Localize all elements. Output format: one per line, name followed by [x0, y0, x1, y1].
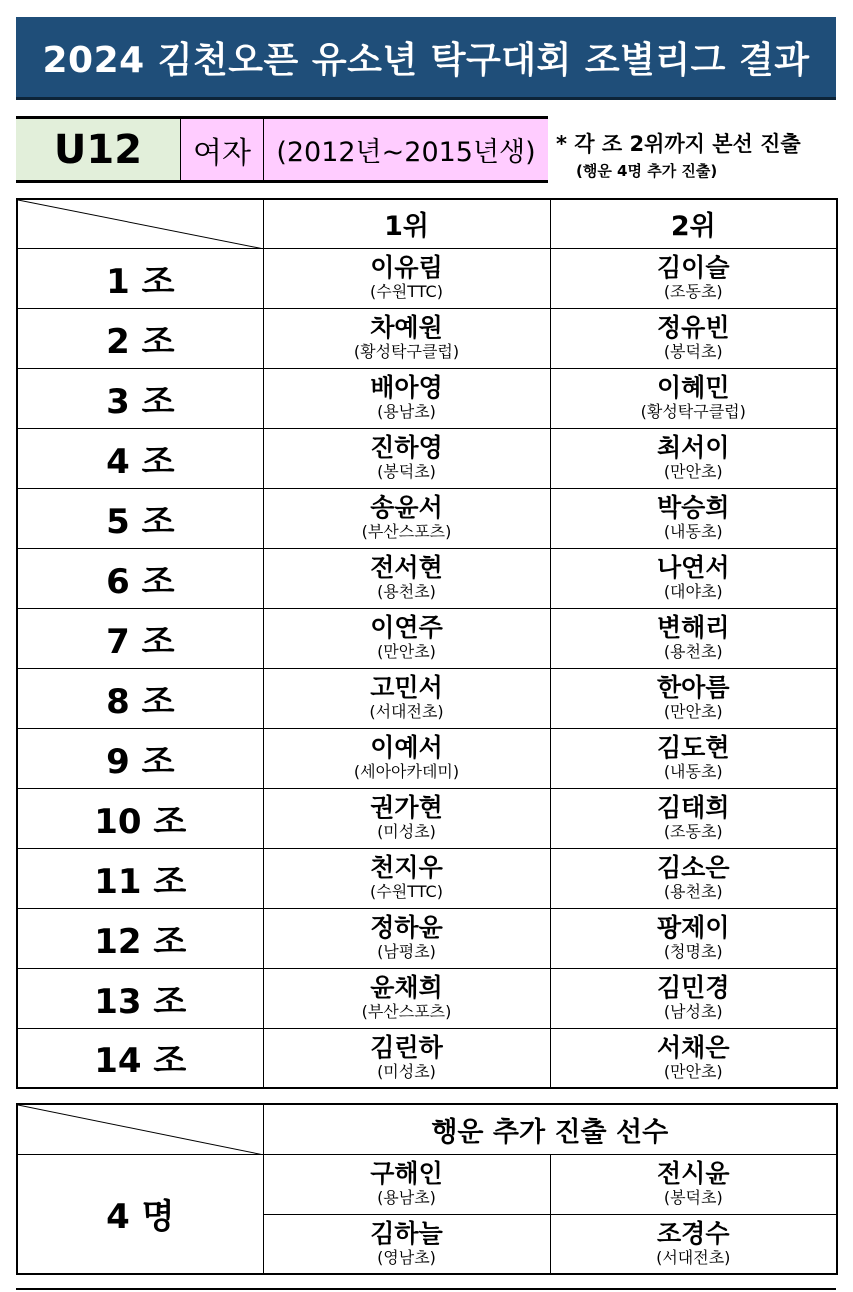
lucky-diagonal-line — [18, 1105, 264, 1155]
division-header — [16, 116, 548, 183]
group-label: 12 조 — [17, 908, 263, 968]
player-club: (서대전초) — [369, 702, 444, 721]
age-category: U12 — [16, 119, 180, 180]
group-row — [17, 368, 837, 428]
group-row — [17, 308, 837, 368]
note-sub: (행운 4명 추가 진출) — [576, 162, 718, 180]
player-name: 박승희 — [657, 493, 730, 522]
group-label: 4 조 — [17, 428, 263, 488]
player-name: 김린하 — [370, 1032, 443, 1062]
group-label: 3 조 — [17, 368, 263, 428]
first-place-cell — [263, 368, 550, 428]
group-row — [17, 728, 837, 788]
lucky-player — [263, 1214, 550, 1274]
first-place-cell — [263, 608, 550, 668]
player-club: (봉덕초) — [663, 342, 723, 361]
first-place-cell — [263, 308, 550, 368]
bottom-rule — [16, 1288, 836, 1290]
second-place-cell — [550, 428, 837, 488]
lucky-table — [16, 1103, 838, 1275]
player-name: 전서현 — [370, 553, 443, 582]
player-club: (조동초) — [663, 282, 723, 301]
player-club: (수원TTC) — [370, 882, 443, 901]
player-club: (영남초) — [377, 1247, 436, 1267]
header-second-place: 2위 — [550, 199, 837, 248]
player-club: (청명초) — [663, 942, 723, 961]
player-name: 김소은 — [657, 853, 730, 882]
player-name: 고민서 — [370, 673, 443, 702]
player-club: (세아아카데미) — [353, 762, 460, 781]
player-club: (부산스포츠) — [361, 1002, 452, 1021]
lucky-count: 4 명 — [17, 1154, 263, 1274]
first-place-cell — [263, 548, 550, 608]
player-name: 송윤서 — [370, 493, 443, 522]
first-place-cell — [263, 1028, 550, 1088]
player-name: 김민경 — [657, 973, 730, 1002]
header-first-place: 1위 — [263, 199, 550, 248]
second-place-cell — [550, 968, 837, 1028]
lucky-header-row — [17, 1104, 837, 1154]
first-place-cell — [263, 848, 550, 908]
results-table — [16, 198, 838, 1089]
second-place-cell — [550, 788, 837, 848]
group-row — [17, 848, 837, 908]
player-club: (미성초) — [377, 822, 436, 841]
group-row — [17, 608, 837, 668]
player-name: 이유림 — [370, 253, 443, 282]
second-place-cell — [550, 608, 837, 668]
lucky-header: 행운 추가 진출 선수 — [263, 1104, 837, 1154]
player-name: 윤채희 — [370, 973, 443, 1002]
group-label: 6 조 — [17, 548, 263, 608]
note-main: * 각 조 2위까지 본선 진출 — [556, 132, 801, 156]
player-name: 서채은 — [657, 1032, 730, 1062]
player-club: (황성탁구클럽) — [640, 402, 746, 421]
player-name: 정유빈 — [657, 313, 730, 342]
player-club: (만안초) — [663, 702, 723, 721]
group-label: 11 조 — [17, 848, 263, 908]
player-name: 진하영 — [370, 433, 443, 462]
player-club: (미성초) — [377, 1061, 436, 1081]
player-club: (수원TTC) — [370, 282, 443, 301]
second-place-cell — [550, 248, 837, 308]
group-label: 7 조 — [17, 608, 263, 668]
gender-category: 여자 — [180, 119, 263, 180]
group-row — [17, 488, 837, 548]
player-club: (부산스포츠) — [361, 522, 452, 541]
first-place-cell — [263, 668, 550, 728]
player-club: (만안초) — [663, 462, 723, 481]
first-place-cell — [263, 908, 550, 968]
group-label: 10 조 — [17, 788, 263, 848]
player-club: (용남초) — [377, 402, 436, 421]
birth-years: (2012년~2015년생) — [263, 119, 548, 180]
first-place-cell — [263, 968, 550, 1028]
second-place-cell — [550, 1028, 837, 1088]
group-label: 2 조 — [17, 308, 263, 368]
group-row — [17, 968, 837, 1028]
player-club: (만안초) — [377, 642, 436, 661]
group-row — [17, 548, 837, 608]
second-place-cell — [550, 548, 837, 608]
second-place-cell — [550, 848, 837, 908]
player-name: 천지우 — [370, 853, 443, 882]
group-row — [17, 248, 837, 308]
player-name: 정하윤 — [370, 913, 443, 942]
group-row — [17, 1028, 837, 1088]
player-name: 김하늘 — [370, 1218, 443, 1248]
player-name: 팡제이 — [657, 913, 730, 942]
player-club: (조동초) — [663, 822, 723, 841]
player-name: 구해인 — [370, 1159, 443, 1188]
group-label: 13 조 — [17, 968, 263, 1028]
first-place-cell — [263, 428, 550, 488]
first-place-cell — [263, 488, 550, 548]
lucky-player — [550, 1214, 837, 1274]
group-row — [17, 908, 837, 968]
player-name: 김이슬 — [657, 253, 730, 282]
player-club: (용천초) — [377, 582, 436, 601]
player-name: 이혜민 — [657, 373, 730, 402]
group-label: 1 조 — [17, 248, 263, 308]
player-name: 최서이 — [657, 433, 730, 462]
results-header-row — [17, 199, 837, 248]
group-row — [17, 788, 837, 848]
player-club: (만안초) — [663, 1061, 723, 1081]
player-club: (용천초) — [663, 642, 723, 661]
player-name: 전시윤 — [657, 1159, 730, 1188]
second-place-cell — [550, 308, 837, 368]
player-name: 나연서 — [657, 553, 730, 582]
player-club: (남성초) — [663, 1002, 723, 1021]
second-place-cell — [550, 668, 837, 728]
second-place-cell — [550, 728, 837, 788]
corner-cell — [17, 199, 263, 248]
first-place-cell — [263, 248, 550, 308]
group-label: 5 조 — [17, 488, 263, 548]
group-row — [17, 428, 837, 488]
player-name: 변해리 — [657, 613, 730, 642]
second-place-cell — [550, 368, 837, 428]
qualification-note — [556, 128, 846, 181]
title-banner — [16, 17, 836, 100]
second-place-cell — [550, 908, 837, 968]
player-club: (봉덕초) — [377, 462, 436, 481]
group-label: 14 조 — [17, 1028, 263, 1088]
player-club: (용남초) — [377, 1188, 436, 1207]
player-club: (황성탁구클럽) — [353, 342, 460, 361]
player-club: (봉덕초) — [663, 1188, 723, 1207]
player-name: 조경수 — [657, 1218, 730, 1248]
second-place-cell — [550, 488, 837, 548]
player-name: 한아름 — [657, 673, 730, 702]
player-club: (내동초) — [663, 522, 723, 541]
first-place-cell — [263, 788, 550, 848]
page-title: 2024 김천오픈 유소년 탁구대회 조별리그 결과 — [42, 39, 810, 81]
lucky-player — [263, 1154, 550, 1214]
player-club: (남평초) — [377, 942, 436, 961]
group-row — [17, 668, 837, 728]
player-club: (용천초) — [663, 882, 723, 901]
player-name: 이연주 — [370, 613, 443, 642]
player-name: 권가현 — [370, 793, 443, 822]
first-place-cell — [263, 728, 550, 788]
lucky-corner-cell — [17, 1104, 263, 1154]
player-club: (대야초) — [663, 582, 723, 601]
diagonal-line — [18, 200, 264, 249]
player-name: 이예서 — [370, 733, 443, 762]
player-club: (서대전초) — [656, 1247, 731, 1267]
group-label: 9 조 — [17, 728, 263, 788]
lucky-player — [550, 1154, 837, 1214]
group-label: 8 조 — [17, 668, 263, 728]
player-name: 김도현 — [657, 733, 730, 762]
player-name: 차예원 — [370, 313, 443, 342]
player-name: 김태희 — [657, 793, 730, 822]
player-club: (내동초) — [663, 762, 723, 781]
player-name: 배아영 — [370, 373, 443, 402]
lucky-row — [17, 1154, 837, 1214]
